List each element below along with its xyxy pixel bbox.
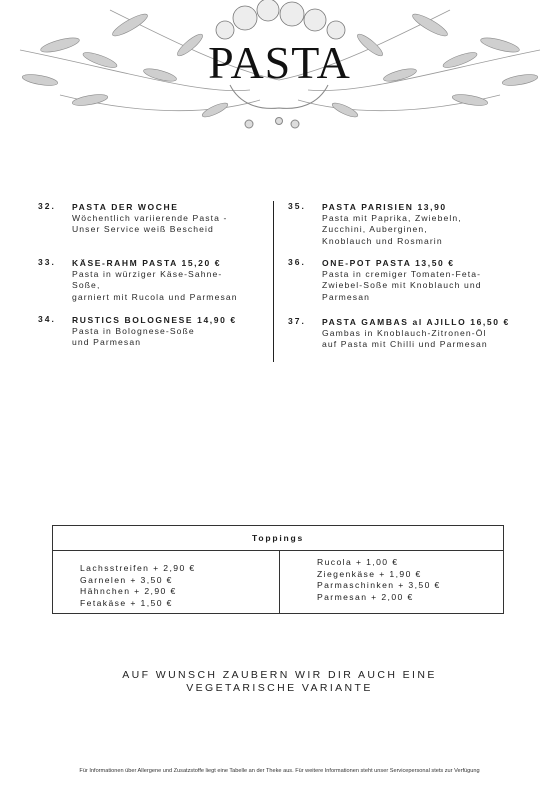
item-description: Unser Service weiß Bescheid bbox=[72, 224, 214, 235]
item-description: Pasta in cremiger Tomaten-Feta- bbox=[322, 269, 482, 279]
item-name: KÄSE-RAHM PASTA 15,20 € bbox=[72, 258, 222, 268]
item-name: ONE-POT PASTA 13,50 € bbox=[322, 258, 455, 268]
item-description: Knoblauch und Rosmarin bbox=[322, 235, 443, 246]
item-description: Pasta mit Paprika, Zwiebeln, bbox=[322, 213, 462, 223]
topping-item: Parmesan + 2,00 € bbox=[317, 591, 414, 602]
allergen-footer: Für Informationen über Allergene und Zusatzstoffe liegt eine Tabelle an der Theke aus. Für weitere Informationen steht unser Servicepersonal stets zur Verfügung bbox=[79, 768, 480, 774]
item-description: Parmesan bbox=[322, 291, 370, 302]
item-description: Gambas in Knoblauch-Zitronen-Öl bbox=[322, 328, 487, 338]
toppings-heading: Toppings bbox=[53, 526, 503, 551]
topping-item: Lachsstreifen + 2,90 € bbox=[80, 563, 196, 573]
toppings-divider bbox=[279, 550, 280, 614]
item-number: 32. bbox=[38, 201, 56, 211]
vegetarian-note-line: VEGETARISCHE VARIANTE bbox=[186, 682, 373, 694]
item-description: Wöchentlich variierende Pasta - bbox=[72, 213, 228, 223]
item-description: auf Pasta mit Chilli und Parmesan bbox=[322, 339, 488, 350]
item-number: 36. bbox=[288, 257, 306, 267]
item-number: 34. bbox=[38, 314, 56, 324]
topping-item: Ziegenkäse + 1,90 € bbox=[317, 568, 422, 579]
vegetarian-note bbox=[0, 669, 559, 695]
item-description: Zwiebel-Soße mit Knoblauch und bbox=[322, 280, 482, 291]
item-description: garniert mit Rucola und Parmesan bbox=[72, 291, 238, 302]
vegetarian-note-line: AUF WUNSCH ZAUBERN WIR DIR AUCH EINE bbox=[122, 669, 437, 681]
topping-item: Rucola + 1,00 € bbox=[317, 557, 399, 567]
item-name: PASTA PARISIEN 13,90 bbox=[322, 202, 447, 212]
item-description: Pasta in würziger Käse-Sahne- bbox=[72, 269, 223, 279]
column-divider bbox=[273, 201, 274, 362]
item-number: 33. bbox=[38, 257, 56, 267]
item-description: Zucchini, Auberginen, bbox=[322, 224, 428, 235]
item-description: Pasta in Bolognese-Soße bbox=[72, 326, 195, 336]
page-title: PASTA bbox=[208, 37, 351, 88]
item-number: 37. bbox=[288, 316, 306, 326]
item-name: RUSTICS BOLOGNESE 14,90 € bbox=[72, 315, 237, 325]
item-description: und Parmesan bbox=[72, 337, 142, 348]
topping-item: Hähnchen + 2,90 € bbox=[80, 586, 177, 596]
item-description: Soße, bbox=[72, 280, 101, 291]
topping-item: Garnelen + 3,50 € bbox=[80, 574, 173, 585]
toppings-list-right bbox=[317, 557, 441, 603]
topping-item: Parmaschinken + 3,50 € bbox=[317, 580, 441, 590]
toppings-table bbox=[52, 525, 504, 614]
item-name: PASTA GAMBAS al AJILLO 16,50 € bbox=[322, 317, 510, 327]
item-name: PASTA DER WOCHE bbox=[72, 202, 179, 212]
toppings-list-left bbox=[80, 563, 196, 609]
item-number: 35. bbox=[288, 201, 306, 211]
topping-item: Fetakäse + 1,50 € bbox=[80, 597, 173, 608]
